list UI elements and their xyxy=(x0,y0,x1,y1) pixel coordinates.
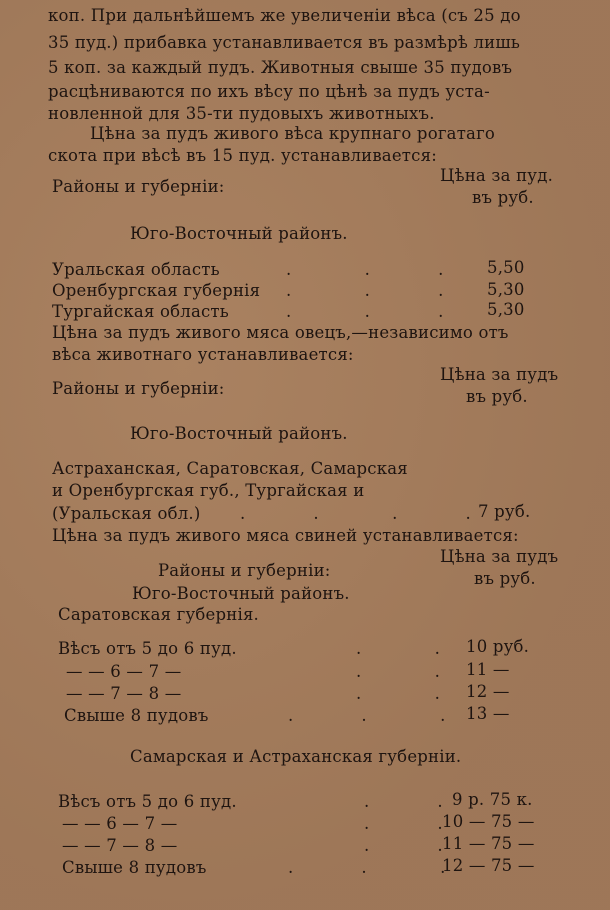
saratov-title: Саратовская губернiя. xyxy=(58,605,259,624)
cattle-row-price: 5,30 xyxy=(487,280,525,299)
leader-dots: . . xyxy=(364,814,443,833)
cattle-intro-1: Цѣна за пудъ живого вѣса крупнаго рогатаго xyxy=(90,124,496,143)
leader-dots: . . xyxy=(356,684,440,703)
saratov-row-price: 13 — xyxy=(466,704,510,723)
sheep-district: Юго-Восточный районъ. xyxy=(130,424,348,443)
intro-line-2: 35 пуд.) прибавка устанавливается въ размѣрѣ лишь xyxy=(48,33,521,52)
cattle-intro-2: скота при вѣсѣ въ 15 пуд. устанавливается: xyxy=(48,146,437,165)
saratov-row-price: 12 — xyxy=(466,682,510,701)
leader-dots: . . xyxy=(356,662,440,681)
cattle-row-name: Тургайская область xyxy=(52,302,229,321)
pigs-col-price-1: Цѣна за пудъ xyxy=(440,547,559,566)
samara-row-label: Вѣсъ отъ 5 до 6 пуд. xyxy=(58,792,237,811)
leader-dots: . . xyxy=(364,792,443,811)
sheep-intro-1: Цѣна за пудъ живого мяса овецъ,—независимо отъ xyxy=(52,323,509,342)
cattle-col-regions: Районы и губернiи: xyxy=(52,177,225,196)
saratov-row-label: — — 6 — 7 — xyxy=(66,662,182,681)
cattle-district: Юго-Восточный районъ. xyxy=(130,224,348,243)
cattle-row-name: Оренбургская губернiя xyxy=(52,281,261,300)
saratov-row-price: 11 — xyxy=(466,660,510,679)
samara-row-label: — — 7 — 8 — xyxy=(62,836,178,855)
sheep-intro-2: вѣса животнаго устанавливается: xyxy=(52,345,354,364)
samara-row-label: Свыше 8 пудовъ xyxy=(62,858,207,877)
sheep-line-1: Астраханская, Саратовская, Самарская xyxy=(52,459,408,478)
leader-dots: . . . . xyxy=(240,504,471,523)
sheep-line-3: (Уральская обл.) xyxy=(52,504,201,523)
leader-dots: . . xyxy=(356,639,440,658)
samara-row-price: 10 — 75 — xyxy=(442,812,535,831)
samara-row-price: 11 — 75 — xyxy=(442,834,535,853)
pigs-col-regions: Районы и губернiи: xyxy=(158,561,331,580)
samara-row-price: 12 — 75 — xyxy=(442,856,535,875)
leader-dots: . . . xyxy=(286,302,444,321)
sheep-col-price-2: въ руб. xyxy=(466,387,528,406)
intro-line-4: расцѣниваются по ихъ вѣсу по цѣнѣ за пудъ уста- xyxy=(48,82,490,101)
cattle-col-price-1: Цѣна за пуд. xyxy=(440,166,554,185)
cattle-col-price-2: въ руб. xyxy=(472,188,534,207)
leader-dots: . . . xyxy=(288,706,446,725)
saratov-row-label: Вѣсъ отъ 5 до 6 пуд. xyxy=(58,639,237,658)
sheep-price: 7 руб. xyxy=(478,502,531,521)
intro-line-3: 5 коп. за каждый пудъ. Животныя свыше 35 пудовъ xyxy=(48,58,513,77)
samara-row-label: — — 6 — 7 — xyxy=(62,814,178,833)
saratov-row-label: — — 7 — 8 — xyxy=(66,684,182,703)
saratov-row-label: Свыше 8 пудовъ xyxy=(64,706,209,725)
leader-dots: . . . xyxy=(288,858,446,877)
cattle-row-price: 5,30 xyxy=(487,300,525,319)
samara-row-price: 9 р. 75 к. xyxy=(452,790,533,809)
pigs-col-price-2: въ руб. xyxy=(474,569,536,588)
saratov-row-price: 10 руб. xyxy=(466,637,530,656)
sheep-col-regions: Районы и губернiи: xyxy=(52,379,225,398)
cattle-row-name: Уральская область xyxy=(52,260,220,279)
leader-dots: . . . xyxy=(286,281,444,300)
cattle-row-price: 5,50 xyxy=(487,258,525,277)
pigs-intro: Цѣна за пудъ живого мяса свиней устанавливается: xyxy=(52,526,519,545)
leader-dots: . . xyxy=(364,836,443,855)
pigs-district: Юго-Восточный районъ. xyxy=(132,584,350,603)
sheep-line-2: и Оренбургская губ., Тургайская и xyxy=(52,481,365,500)
leader-dots: . . . xyxy=(286,260,444,279)
intro-line-1: коп. При дальнѣйшемъ же увеличенiи вѣса (съ 25 до xyxy=(48,6,521,25)
sheep-col-price-1: Цѣна за пудъ xyxy=(440,365,559,384)
intro-line-5: новленной для 35-ти пудовыхъ животныхъ. xyxy=(48,104,435,123)
samara-title: Самарская и Астраханская губернiи. xyxy=(130,747,462,766)
